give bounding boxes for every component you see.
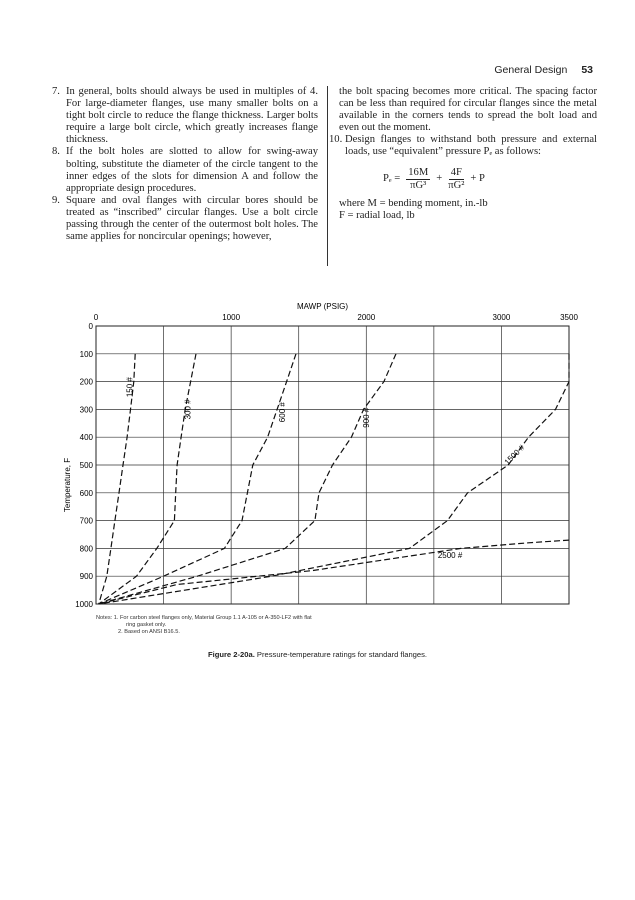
denominator: πG³ (410, 179, 427, 191)
y-tick-label: 200 (79, 377, 93, 387)
x-tick-label: 1000 (222, 313, 241, 322)
note-line: 2. Based on ANSI B16.5. (118, 629, 180, 636)
item-number: 10. (329, 134, 343, 146)
series-label: 900 # (361, 407, 371, 428)
numerator: 4F (450, 166, 462, 178)
caption-label: Figure 2-20a. (207, 650, 255, 659)
series-label: 1500 # (502, 443, 527, 467)
item-text: Square and oval flanges with circular bores should be treated as “inscribed” circular flanges. Use a bolt circle passing through the center of the outermost bolt holes. The same applies for noncircular openings; however, (66, 194, 318, 243)
item-text: In general, bolts should always be used in multiples of 4. For large-diameter flanges, use many smaller bolts on a tight bolt circle to reduce the flange thickness. Larger bolts require a large bolt circle, which greatly increases flange thickness. (66, 86, 318, 146)
x-axis-label: MAWP (PSIG) (296, 302, 349, 311)
numerator: 16M (408, 166, 429, 178)
item-number: 7. (52, 86, 60, 97)
series-label: 300 # (183, 399, 193, 420)
series-line (99, 354, 396, 604)
y-tick-label: 100 (79, 349, 93, 359)
y-tick-label: 1000 (75, 600, 93, 609)
continuation-text: the bolt spacing becomes more critical. The spacing factor can be less than required for circular flanges since the metal available in the corners tends to spread the bolt load and even out the moment. (339, 86, 597, 134)
y-tick-label: 700 (79, 516, 93, 526)
series-label: 2500 # (437, 551, 463, 561)
item-text: Design flanges to withstand both pressure and external loads, use “equivalent” pressure Pₑ as follows: (345, 134, 597, 158)
figure-notes (96, 615, 312, 637)
y-tick-label: 0 (88, 322, 93, 331)
y-tick-label: 900 (79, 572, 93, 582)
chart-series (99, 354, 569, 604)
note-line: Notes: 1. For carbon steel flanges only, Material Group 1.1 A-105 or A-350-LF2 with flat (96, 615, 312, 621)
page-number: 53 (581, 64, 593, 76)
item-number: 9. (52, 194, 60, 206)
x-tick-label: 0 (93, 313, 99, 322)
x-tick-label: 3000 (492, 313, 511, 322)
series-label: 600 # (278, 402, 288, 423)
equation-lhs: Pₑ = (383, 173, 401, 185)
y-tick-label: 300 (79, 405, 93, 415)
series-line (99, 540, 569, 604)
figure-caption (0, 650, 635, 659)
where-line: where M = bending moment, in.-lb (339, 197, 488, 209)
where-line: F = radial load, lb (339, 209, 415, 221)
item-number: 8. (52, 146, 60, 158)
denominator: πG² (448, 179, 465, 191)
section-title: General Design (494, 64, 568, 76)
x-tick-label: 3500 (560, 313, 578, 322)
series-line (99, 354, 196, 604)
y-tick-label: 500 (79, 461, 93, 470)
y-axis-label: Temperature, F (63, 457, 72, 513)
item-text: If the bolt holes are slotted to allow for swing-away bolting, substitute the diameter of the circle tangent to the inner edges of the slots for dimension A and follow the appropriate design procedures. (66, 146, 318, 194)
y-tick-label: 400 (79, 433, 93, 443)
series-label: 150 # (125, 377, 135, 398)
caption-text: Pressure-temperature ratings for standard flanges. (254, 650, 428, 659)
x-tick-label: 2000 (357, 313, 376, 322)
chart-labels (125, 377, 526, 561)
equation-tail: + P (470, 173, 485, 185)
y-tick-label: 600 (79, 488, 93, 498)
plus-sign: + (436, 173, 443, 185)
note-line: ring gasket only. (126, 622, 167, 629)
series-line (99, 354, 569, 604)
y-tick-label: 800 (79, 544, 93, 554)
